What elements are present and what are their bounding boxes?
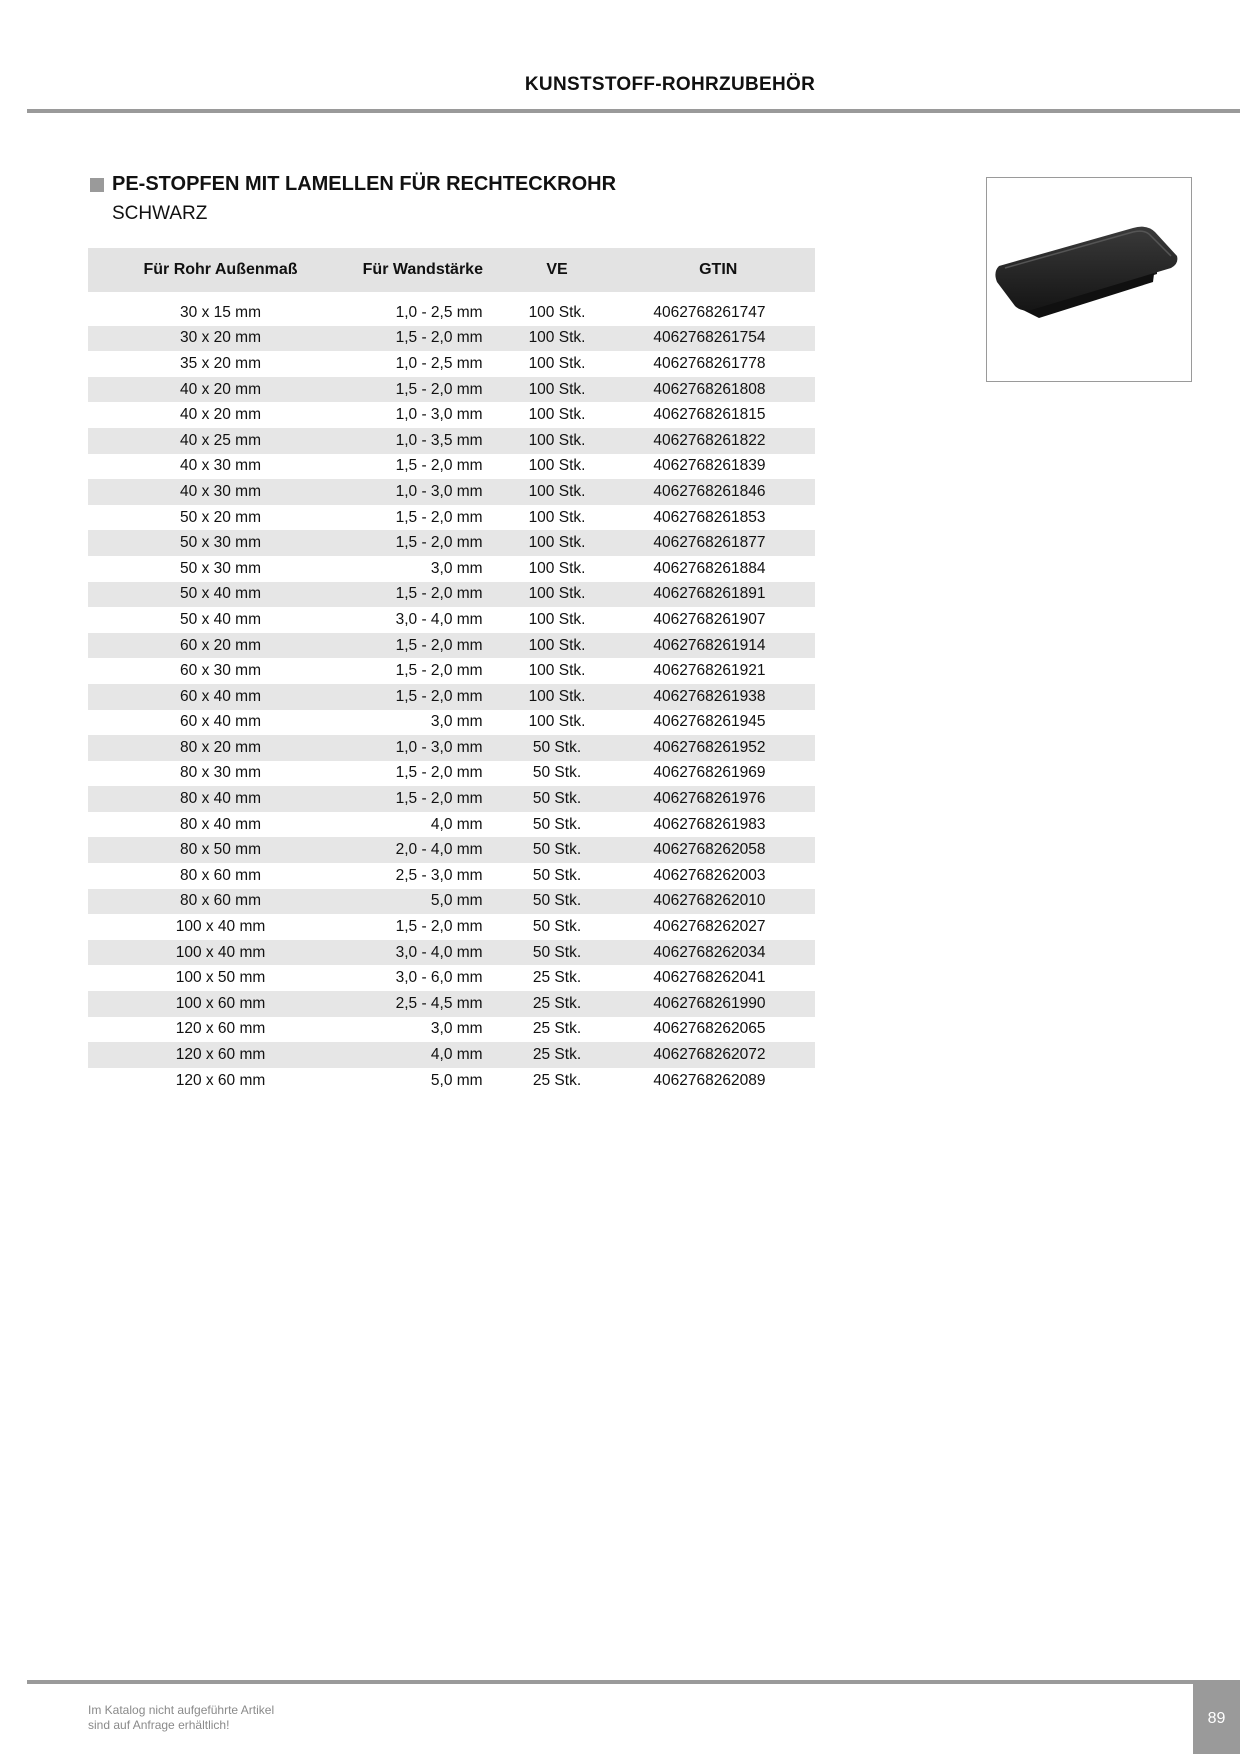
pipe-plug-icon: [987, 178, 1191, 381]
cell-wall-thickness: 1,5 - 2,0 mm: [353, 761, 493, 787]
table-row: [88, 991, 815, 1017]
cell-wall-thickness: 1,5 - 2,0 mm: [353, 505, 493, 531]
cell-gtin: 4062768262010: [621, 889, 815, 915]
cell-gtin: 4062768261969: [621, 761, 815, 787]
cell-gtin: 4062768261839: [621, 454, 815, 480]
cell-packing-unit: 100 Stk.: [493, 556, 622, 582]
table-row: [88, 735, 815, 761]
cell-outer-size: 40 x 30 mm: [88, 479, 353, 505]
footer-note-line-1: Im Katalog nicht aufgeführte Artikel: [88, 1703, 275, 1717]
cell-gtin: 4062768262072: [621, 1042, 815, 1068]
cell-gtin: 4062768262034: [621, 940, 815, 966]
cell-outer-size: 40 x 30 mm: [88, 454, 353, 480]
cell-gtin: 4062768261914: [621, 633, 815, 659]
cell-gtin: 4062768261938: [621, 684, 815, 710]
table-row: [88, 1017, 815, 1043]
cell-gtin: 4062768261822: [621, 428, 815, 454]
cell-wall-thickness: 1,5 - 2,0 mm: [353, 658, 493, 684]
product-spec-table: [88, 248, 815, 1093]
cell-packing-unit: 50 Stk.: [493, 735, 622, 761]
cell-outer-size: 80 x 40 mm: [88, 812, 353, 838]
column-header-gtin: GTIN: [621, 248, 815, 292]
table-row: [88, 402, 815, 428]
cell-wall-thickness: 2,5 - 4,5 mm: [353, 991, 493, 1017]
cell-wall-thickness: 2,0 - 4,0 mm: [353, 837, 493, 863]
table-row: [88, 326, 815, 352]
cell-gtin: 4062768261976: [621, 786, 815, 812]
cell-outer-size: 80 x 60 mm: [88, 863, 353, 889]
cell-gtin: 4062768261815: [621, 402, 815, 428]
cell-packing-unit: 100 Stk.: [493, 454, 622, 480]
cell-packing-unit: 50 Stk.: [493, 812, 622, 838]
cell-packing-unit: 100 Stk.: [493, 607, 622, 633]
table-row: [88, 786, 815, 812]
cell-gtin: 4062768261808: [621, 377, 815, 403]
cell-wall-thickness: 3,0 mm: [353, 1017, 493, 1043]
footer-note: [88, 1703, 274, 1733]
cell-outer-size: 80 x 30 mm: [88, 761, 353, 787]
cell-wall-thickness: 1,5 - 2,0 mm: [353, 633, 493, 659]
cell-outer-size: 50 x 20 mm: [88, 505, 353, 531]
cell-gtin: 4062768261990: [621, 991, 815, 1017]
cell-wall-thickness: 1,0 - 2,5 mm: [353, 300, 493, 326]
cell-gtin: 4062768261884: [621, 556, 815, 582]
table-row: [88, 505, 815, 531]
cell-gtin: 4062768262027: [621, 914, 815, 940]
table-row: [88, 582, 815, 608]
cell-packing-unit: 100 Stk.: [493, 377, 622, 403]
cell-wall-thickness: 1,0 - 3,0 mm: [353, 402, 493, 428]
cell-gtin: 4062768261945: [621, 710, 815, 736]
cell-gtin: 4062768261778: [621, 351, 815, 377]
cell-wall-thickness: 3,0 mm: [353, 710, 493, 736]
cell-wall-thickness: 3,0 - 4,0 mm: [353, 940, 493, 966]
cell-packing-unit: 100 Stk.: [493, 402, 622, 428]
cell-wall-thickness: 3,0 - 6,0 mm: [353, 965, 493, 991]
cell-outer-size: 60 x 40 mm: [88, 710, 353, 736]
cell-packing-unit: 50 Stk.: [493, 837, 622, 863]
cell-outer-size: 60 x 30 mm: [88, 658, 353, 684]
table-spacer-row: [88, 292, 815, 300]
cell-wall-thickness: 1,5 - 2,0 mm: [353, 914, 493, 940]
cell-packing-unit: 100 Stk.: [493, 633, 622, 659]
section-title: PE-STOPFEN MIT LAMELLEN FÜR RECHTECKROHR: [112, 173, 617, 195]
table-row: [88, 454, 815, 480]
cell-wall-thickness: 1,5 - 2,0 mm: [353, 786, 493, 812]
cell-gtin: 4062768261983: [621, 812, 815, 838]
table-row: [88, 837, 815, 863]
table-row: [88, 633, 815, 659]
cell-packing-unit: 100 Stk.: [493, 428, 622, 454]
cell-wall-thickness: 4,0 mm: [353, 812, 493, 838]
cell-wall-thickness: 1,0 - 3,5 mm: [353, 428, 493, 454]
cell-wall-thickness: 4,0 mm: [353, 1042, 493, 1068]
table-row: [88, 1042, 815, 1068]
table-row: [88, 761, 815, 787]
cell-wall-thickness: 3,0 - 4,0 mm: [353, 607, 493, 633]
table-header-row: [88, 248, 815, 292]
table-row: [88, 684, 815, 710]
cell-packing-unit: 50 Stk.: [493, 889, 622, 915]
cell-wall-thickness: 1,0 - 2,5 mm: [353, 351, 493, 377]
column-header-packing-unit: VE: [493, 248, 622, 292]
cell-outer-size: 40 x 25 mm: [88, 428, 353, 454]
cell-wall-thickness: 1,5 - 2,0 mm: [353, 684, 493, 710]
table-row: [88, 710, 815, 736]
product-image: [986, 177, 1192, 382]
cell-gtin: 4062768262058: [621, 837, 815, 863]
cell-outer-size: 100 x 40 mm: [88, 940, 353, 966]
cell-packing-unit: 100 Stk.: [493, 582, 622, 608]
cell-wall-thickness: 5,0 mm: [353, 889, 493, 915]
table-row: [88, 556, 815, 582]
cell-outer-size: 80 x 20 mm: [88, 735, 353, 761]
header-divider: [27, 109, 1240, 113]
cell-packing-unit: 100 Stk.: [493, 479, 622, 505]
cell-packing-unit: 25 Stk.: [493, 1017, 622, 1043]
cell-wall-thickness: 3,0 mm: [353, 556, 493, 582]
cell-outer-size: 60 x 20 mm: [88, 633, 353, 659]
cell-outer-size: 120 x 60 mm: [88, 1068, 353, 1094]
cell-wall-thickness: 2,5 - 3,0 mm: [353, 863, 493, 889]
cell-gtin: 4062768261846: [621, 479, 815, 505]
cell-packing-unit: 50 Stk.: [493, 940, 622, 966]
column-header-outer-size: Für Rohr Außenmaß: [88, 248, 353, 292]
table-row: [88, 300, 815, 326]
table-row: [88, 658, 815, 684]
cell-gtin: 4062768262089: [621, 1068, 815, 1094]
cell-outer-size: 50 x 40 mm: [88, 607, 353, 633]
cell-packing-unit: 100 Stk.: [493, 300, 622, 326]
cell-packing-unit: 25 Stk.: [493, 1042, 622, 1068]
table-row: [88, 479, 815, 505]
cell-packing-unit: 100 Stk.: [493, 710, 622, 736]
section-square-icon: [90, 178, 104, 192]
cell-wall-thickness: 5,0 mm: [353, 1068, 493, 1094]
cell-gtin: 4062768261853: [621, 505, 815, 531]
cell-outer-size: 100 x 50 mm: [88, 965, 353, 991]
cell-gtin: 4062768261907: [621, 607, 815, 633]
cell-outer-size: 30 x 15 mm: [88, 300, 353, 326]
cell-wall-thickness: 1,5 - 2,0 mm: [353, 326, 493, 352]
cell-outer-size: 30 x 20 mm: [88, 326, 353, 352]
cell-outer-size: 80 x 40 mm: [88, 786, 353, 812]
footer-divider: [27, 1680, 1240, 1684]
cell-outer-size: 40 x 20 mm: [88, 402, 353, 428]
page-number: 89: [1193, 1684, 1240, 1754]
table-row: [88, 914, 815, 940]
cell-outer-size: 40 x 20 mm: [88, 377, 353, 403]
table-row: [88, 889, 815, 915]
cell-packing-unit: 100 Stk.: [493, 505, 622, 531]
cell-outer-size: 120 x 60 mm: [88, 1017, 353, 1043]
table-row: [88, 1068, 815, 1094]
cell-outer-size: 60 x 40 mm: [88, 684, 353, 710]
cell-outer-size: 50 x 30 mm: [88, 556, 353, 582]
table-row: [88, 965, 815, 991]
cell-gtin: 4062768261747: [621, 300, 815, 326]
page-header-title: KUNSTSTOFF-ROHRZUBEHÖR: [524, 74, 816, 95]
cell-packing-unit: 50 Stk.: [493, 786, 622, 812]
cell-outer-size: 50 x 30 mm: [88, 530, 353, 556]
cell-outer-size: 80 x 50 mm: [88, 837, 353, 863]
table-row: [88, 940, 815, 966]
table-row: [88, 377, 815, 403]
cell-gtin: 4062768261877: [621, 530, 815, 556]
cell-packing-unit: 50 Stk.: [493, 914, 622, 940]
cell-packing-unit: 25 Stk.: [493, 965, 622, 991]
table-row: [88, 812, 815, 838]
section-subtitle: SCHWARZ: [112, 203, 208, 224]
table-row: [88, 428, 815, 454]
table-row: [88, 530, 815, 556]
cell-outer-size: 80 x 60 mm: [88, 889, 353, 915]
cell-wall-thickness: 1,5 - 2,0 mm: [353, 582, 493, 608]
cell-packing-unit: 100 Stk.: [493, 530, 622, 556]
cell-outer-size: 35 x 20 mm: [88, 351, 353, 377]
table-row: [88, 607, 815, 633]
cell-wall-thickness: 1,5 - 2,0 mm: [353, 377, 493, 403]
cell-wall-thickness: 1,0 - 3,0 mm: [353, 479, 493, 505]
cell-packing-unit: 25 Stk.: [493, 991, 622, 1017]
cell-packing-unit: 25 Stk.: [493, 1068, 622, 1094]
cell-outer-size: 50 x 40 mm: [88, 582, 353, 608]
cell-wall-thickness: 1,5 - 2,0 mm: [353, 530, 493, 556]
cell-gtin: 4062768262041: [621, 965, 815, 991]
cell-outer-size: 100 x 40 mm: [88, 914, 353, 940]
cell-gtin: 4062768261754: [621, 326, 815, 352]
cell-gtin: 4062768262065: [621, 1017, 815, 1043]
cell-packing-unit: 100 Stk.: [493, 351, 622, 377]
cell-packing-unit: 100 Stk.: [493, 658, 622, 684]
cell-gtin: 4062768261921: [621, 658, 815, 684]
cell-wall-thickness: 1,0 - 3,0 mm: [353, 735, 493, 761]
footer-note-line-2: sind auf Anfrage erhältlich!: [88, 1718, 230, 1732]
cell-packing-unit: 50 Stk.: [493, 863, 622, 889]
table-row: [88, 351, 815, 377]
spacer-cell: [88, 292, 815, 300]
column-header-wall-thickness: Für Wandstärke: [353, 248, 493, 292]
cell-wall-thickness: 1,5 - 2,0 mm: [353, 454, 493, 480]
cell-packing-unit: 100 Stk.: [493, 326, 622, 352]
cell-gtin: 4062768262003: [621, 863, 815, 889]
cell-outer-size: 120 x 60 mm: [88, 1042, 353, 1068]
table-row: [88, 863, 815, 889]
cell-packing-unit: 100 Stk.: [493, 684, 622, 710]
cell-packing-unit: 50 Stk.: [493, 761, 622, 787]
cell-gtin: 4062768261891: [621, 582, 815, 608]
table-body: [88, 292, 815, 1093]
cell-gtin: 4062768261952: [621, 735, 815, 761]
cell-outer-size: 100 x 60 mm: [88, 991, 353, 1017]
